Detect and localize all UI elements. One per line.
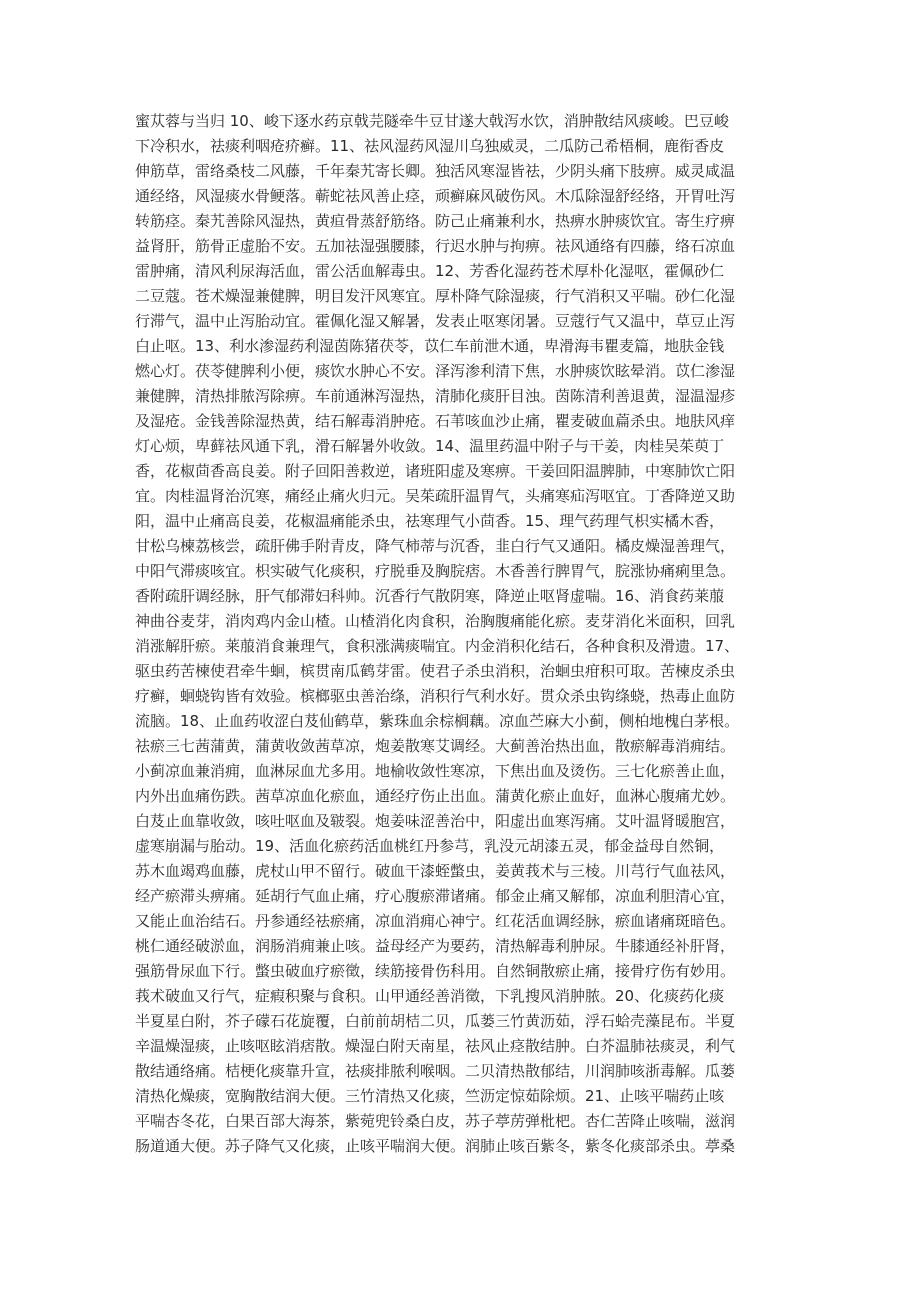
text-line: 又能止血治结石。丹参通经祛瘀痛，凉血消痈心神宁。红花活血调经脉，瘀血诸痛斑暗色。: [135, 912, 736, 930]
text-line: 通经络，风湿痰水骨鲠落。蕲蛇祛风善止痉，顽癣麻风破伤风。木瓜除湿舒经络，开胃吐泻: [135, 187, 736, 205]
text-line: 灯心烦，卑藓祛风通下乳，滑石解暑外收敛。14、温里药温中附子与干姜，肉桂吴茱萸丁: [135, 437, 725, 455]
text-line: 半夏星白附，芥子礞石花旋覆，白前前胡桔二贝，瓜蒌三竹黄沥茹，浮石蛤壳藻昆布。半夏: [135, 1012, 736, 1030]
text-line: 益肾肝，筋骨正虚胎不安。五加祛湿强腰膝，行迟水肿与拘痹。祛风通络有四藤，络石凉血: [135, 237, 736, 255]
text-line: 经产瘀滞头痹痛。延胡行气血止痛，疗心腹瘀滞诸痛。郁金止痛又解郁，凉血利胆清心宜，: [135, 887, 736, 905]
text-line: 虚寒崩漏与胎动。19、活血化瘀药活血桃红丹参芎，乳没元胡漆五灵，郁金益母自然铜，: [135, 837, 725, 855]
text-line: 白止呕。13、利水渗湿药利湿茵陈猪茯苓，苡仁车前泄木通，卑滑海韦瞿麦篇，地肤金钱: [135, 337, 725, 355]
text-line: 苏木血竭鸡血藤，虎杖山甲不留行。破血干漆蛭蟞虫，姜黄莪术与三棱。川芎行气血祛风，: [135, 862, 736, 880]
text-line: 疗癣，蛔蛲钩皆有效验。槟榔驱虫善治绦，消积行气利水好。贯众杀虫钩绦蛲，热毒止血防: [135, 687, 736, 705]
text-line: 辛温燥湿痰，止咳呕眩消痞散。燥湿白附天南星，祛风止痉散结肿。白芥温肺祛痰灵，利气: [135, 1037, 736, 1055]
text-line: 兼健脾，清热排脓泻除痹。车前通淋泻湿热，清肺化痰肝目浊。茵陈清利善退黄，湿温湿疹: [135, 387, 736, 405]
text-line: 转筋痉。秦艽善除风湿热，黄疸骨蒸舒筋络。防己止痛兼利水，热痹水肿痰饮宜。寄生疗痹: [135, 212, 736, 230]
body-text: [135, 109, 799, 1159]
text-line: 蜜苁蓉与当归 10、峻下逐水药京戟芫隧牵牛豆甘遂大戟泻水饮，消肿散结风痰峻。巴豆峻: [135, 112, 729, 130]
text-line: 雷肿痛，清风利尿海活血，雷公活血解毒虫。12、芳香化湿药苍术厚朴化湿呕，霍佩砂仁: [135, 262, 725, 280]
text-line: 伸筋草，雷络桑枝二风藤，千年秦艽寄长卿。独活风寒湿皆祛，少阴头痛下肢痹。威灵咸温: [135, 162, 736, 180]
text-line: 香附疏肝调经脉，肝气郁滞妇科帅。沉香行气散阴寒，降逆止呕肾虚喘。16、消食药莱菔: [135, 587, 725, 605]
text-line: 宜。肉桂温肾治沉寒，痛经止痛火归元。吴茱疏肝温胃气，头痛寒疝泻呕宜。丁香降逆又助: [135, 487, 736, 505]
text-line: 清热化燥痰，宽胸散结润大便。三竹清热又化痰，竺沥定惊茹除烦。21、止咳平喘药止咳: [135, 1087, 725, 1105]
text-line: 白芨止血靠收敛，咳吐呕血及皲裂。炮姜味涩善治中，阳虚出血寒泻痛。艾叶温肾暖胞宫，: [135, 812, 736, 830]
text-line: 神曲谷麦芽，消肉鸡内金山楂。山楂消化肉食积，治胸腹痛能化瘀。麦芽消化米面积，回乳: [135, 612, 736, 630]
text-line: 散结通络痛。桔梗化痰靠升宣，祛痰排脓利喉咽。二贝清热散郁结，川润肺咳浙毒解。瓜蒌: [135, 1062, 736, 1080]
text-line: 祛瘀三七茜蒲黄，蒲黄收敛茜草凉，炮姜散寒艾调经。大蓟善治热出血，散瘀解毒消痈结。: [135, 737, 736, 755]
text-line: 平喘杏冬花，白果百部大海茶，紫菀兜铃桑白皮，苏子葶苈弹枇杷。杏仁苦降止咳喘，滋润: [135, 1112, 736, 1130]
text-line: 内外出血痛伤跌。茜草凉血化瘀血，通经疗伤止出血。蒲黄化瘀止血好，血淋心腹痛尤妙。: [135, 787, 736, 805]
text-line: 驱虫药苦楝使君牵牛蛔，槟贯南瓜鹤芽雷。使君子杀虫消积，治蛔虫疳积可取。苦楝皮杀虫: [135, 662, 736, 680]
text-line: 下冷积水，祛痰利咽疮疥癣。11、祛风湿药风湿川乌独威灵，二瓜防己希梧桐，鹿衔香皮: [135, 137, 725, 155]
text-line: 肠道通大便。苏子降气又化痰，止咳平喘润大便。润肺止咳百紫冬，紫冬化痰部杀虫。葶桑: [135, 1137, 736, 1155]
text-line: 桃仁通经破淤血，润肠消痈兼止咳。益母经产为要药，清热解毒利肿尿。牛膝通经补肝肾，: [135, 937, 736, 955]
text-line: 莪术破血又行气，症瘕积聚与食积。山甲通经善消徵，下乳搜风消肿脓。20、化痰药化痰: [135, 987, 725, 1005]
text-line: 燃心灯。茯苓健脾利小便，痰饮水肿心不安。泽泻渗利清下焦，水肿痰饮眩晕消。苡仁渗湿: [135, 362, 736, 380]
text-line: 中阳气滞痰咳宜。枳实破气化痰积，疗脱垂及胸脘痞。木香善行脾胃气，脘涨协痛痢里急。: [135, 562, 736, 580]
text-line: 消涨解肝瘀。莱菔消食兼理气，食积涨满痰喘宜。内金消积化结石，各种食积及滑遗。17、: [135, 637, 740, 655]
text-line: 小蓟凉血兼消痈，血淋尿血尤多用。地榆收敛性寒凉，下焦出血及烫伤。三七化瘀善止血，: [135, 762, 736, 780]
text-line: 行滞气，温中止泻胎动宜。霍佩化湿又解暑，发表止呕寒闭暑。豆蔻行气又温中，草豆止泻: [135, 312, 736, 330]
text-line: 及湿疮。金钱善除湿热黄，结石解毒消肿疮。石苇咳血沙止痛，瞿麦破血萹杀虫。地肤风痒: [135, 412, 736, 430]
text-line: 二豆蔻。苍术燥湿兼健脾，明目发汗风寒宜。厚朴降气除湿痰，行气消积又平喘。砂仁化湿: [135, 287, 736, 305]
text-line: 甘松乌楝荔核尝，疏肝佛手附青皮，降气柿蒂与沉香，韭白行气又通阳。橘皮燥湿善理气，: [135, 537, 736, 555]
text-line: 强筋骨尿血下行。蟞虫破血疗瘀徵，续筋接骨伤科用。自然铜散瘀止痛，接骨疗伤有妙用。: [135, 962, 736, 980]
text-line: 流脑。18、止血药收涩白芨仙鹤草，紫珠血余棕榈藕。凉血苎麻大小蓟，侧柏地槐白茅根。: [135, 712, 740, 730]
text-line: 阳，温中止痛高良姜，花椒温痛能杀虫，祛寒理气小茴香。15、理气药理气枳实橘木香，: [135, 512, 725, 530]
text-line: 香，花椒茴香高良姜。附子回阳善救逆，诸班阳虚及寒痹。干姜回阳温脾肺，中寒肺饮亡阳: [135, 462, 736, 480]
